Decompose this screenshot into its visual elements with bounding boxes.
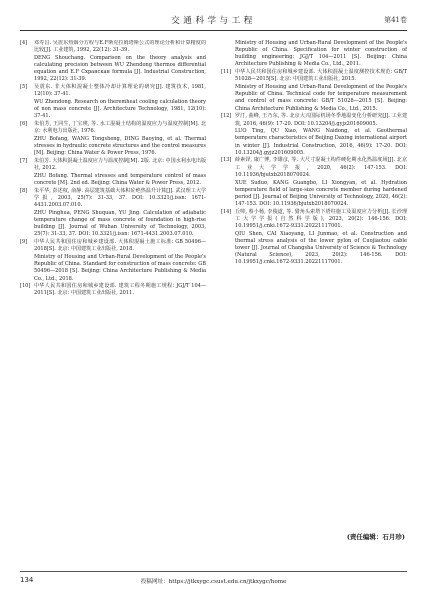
- reference-entry: [20, 254, 206, 283]
- volume-label: 第41卷: [384, 16, 407, 24]
- reference-number: [8]: [20, 187, 28, 194]
- references-left-column: [20, 40, 206, 520]
- reference-entry: [20, 239, 206, 253]
- reference-entry: [221, 231, 407, 267]
- reference-entry: [20, 84, 206, 98]
- reference-number: [5]: [20, 84, 28, 91]
- reference-number: [7]: [20, 158, 28, 165]
- reference-text: Ministry of Housing and Urban-Rural Development of the People's Republic of China. Standard for construction of mass concrete: GB 50496—2018 [S]. Beijing: China Architecture Publishing & Media Co., Ltd., 2018.: [34, 254, 206, 282]
- running-header: [20, 14, 407, 31]
- reference-entry: [20, 210, 206, 239]
- reference-entry: [20, 121, 206, 135]
- editor-credit: (责任编辑：石月珍): [346, 533, 405, 541]
- submission-website: 投稿网址：https://jtkxygc.csust.edu.cn/jtkxygc/home: [140, 579, 287, 585]
- reference-number: [10]: [20, 283, 31, 290]
- reference-entry: [221, 69, 407, 83]
- reference-number: [14]: [221, 208, 232, 215]
- reference-text: 中华人民共和国住房和城乡建设部. 大体积混凝土温度测控技术规范: GB/T 51028—2015[S]. 北京: 中国建筑工业出版社, 2015.: [235, 69, 407, 83]
- reference-entry: [20, 283, 206, 297]
- reference-text: XUE Suduo, KANG Guangbo, LI Xiongyan, et al. Hydration temperature field of large-size concrete member during hardened period [J]. Journal of Beijing University of Technology, 2020, 46(2): 147-153. DOI: 10.11936/bjutxb2018070024.: [235, 179, 407, 207]
- reference-text: 吴震东. 非大体积混凝土整体冷却计算理论的研究[J]. 建筑技术, 1981, 12(10): 37-41.: [34, 84, 206, 98]
- reference-entry: [20, 136, 206, 157]
- journal-title: 交通科学与工程: [171, 16, 256, 26]
- reference-text: Ministry of Housing and Urban-Rural Development of the People's Republic of China. Specification for winter construction of building engineering: JGJ/T 104—2011 [S]. Beijing: China Architecture Publishing & Media Co., Ltd., 2011.: [235, 40, 407, 68]
- references-section: [20, 40, 407, 520]
- reference-entry: [221, 157, 407, 178]
- reference-text: WU Zhendong. Research on theremheat cooling calculation theory of non mass concrete [J]. Architecture Technology, 1981, 12(10): 37-41.: [34, 99, 206, 120]
- reference-text: ZHU Bofang, WANG Tongsheng, DING Baoying, et al. Thermal stresses in hydraulic concrete structures and the control measures [M]. Beijing: China Water & Power Press, 1976.: [34, 136, 206, 157]
- reference-number: [11]: [221, 69, 232, 76]
- reference-text: LUO Ting, QU Xiao, WANG Naidong, et al. Geothermal temperature characteristics of Beijing Daxing international airport in winter [J]. Industrial Construction, 2016, 46(9): 17-20. DOI: 10.13204/j.gyjz201609005.: [235, 128, 407, 156]
- reference-entry: [221, 128, 407, 157]
- reference-text: 邓寿昌. 吴震东热烟分方程与E.F斯克拉姆塔斯公式的理论分析和计算精度的比较[J]. 工业建筑, 1992, 22(12): 31-39.: [34, 40, 206, 54]
- reference-entry: [221, 209, 407, 230]
- reference-text: 朱平华, 彭述权, 俞静. 高层建筑基础大体积砼绝热温升计算[J]. 武汉理工大学学报, 2003, 25(7): 31-33, 37. DOI: 10.3321/j.issn: 1671-4431.2003.07.010.: [34, 187, 206, 209]
- reference-text: 朱伯芳. 大体积混凝土温度应力与温度控制[M]. 2版. 北京: 中国水利水电出版社, 2012.: [34, 158, 206, 172]
- page-number: 134: [20, 576, 34, 584]
- reference-text: QIU Shen, CAI Xiaoyang, LI Junmao, et al. Construction and thermal stress analysis of the lower pylon of Cuojiaotou cable tower [J]. Journal of Changsha University of Science & Technology (Natural Science), 2023, 20(2): 146-156. DOI: 10.19951/j.cnki.1672-9331.20221117001.: [235, 230, 407, 266]
- reference-entry: [221, 84, 407, 113]
- reference-entry: [20, 55, 206, 84]
- reference-text: 中华人民共和国住房和城乡建设部. 建筑工程冬期施工规程: JGJ/T 104—2011[S]. 北京: 中国建筑工业出版社, 2011.: [34, 283, 206, 297]
- reference-entry: [20, 173, 206, 187]
- reference-text: 罗汀, 曲峰, 王乃东, 等. 北京大兴国际机场冬季地温变化分析研究[J]. 工业建筑, 2016, 46(9): 17-20. DOI: 10.13204/j.gyjz201609005.: [235, 113, 407, 127]
- reference-entry: [20, 158, 206, 172]
- footer-divider: [20, 571, 407, 572]
- reference-text: Ministry of Housing and Urban-Rural Development of the People's Republic of China. Technical code for temperature measurement and control of mass concrete: GB/T 51028—2015 [S]. Beijing: China Architecture Publishing & Media Co., Ltd., 2015.: [235, 84, 407, 112]
- reference-entry: [221, 40, 407, 69]
- reference-entry: [20, 188, 206, 209]
- reference-entry: [221, 113, 407, 127]
- reference-text: 中华人民共和国住房和城乡建设部. 大体积混凝土施工标准: GB 50496—2018[S]. 北京: 中国建筑工业出版社, 2018.: [34, 239, 206, 253]
- reference-number: [4]: [20, 40, 28, 46]
- reference-entry: [20, 40, 206, 54]
- reference-number: [13]: [221, 157, 232, 164]
- references-right-column: [221, 40, 407, 520]
- reference-text: ZHU Pinghua, PENG Shuquan, YU Jing. Calculation of adiabatic temperature change of mass concrete of foundation in high-rise building [J]. Journal of Wuhan University of Technology, 2003, 25(7): 31-33, 37. DOI: 10.3321/j.issn: 1671-4431.2003.07.010.: [34, 209, 206, 238]
- reference-text: 薛素铎, 康广博, 李雄彦, 等. 大尺寸混凝土构件硬化期水化热温度场[J]. 北京工业大学学报, 2020, 46(2): 147-153. DOI: 10.11936/bjutxb2018070024.: [235, 157, 407, 178]
- reference-text: 朱伯芳, 王同生, 丁宝瑛, 等. 水工混凝土结构的温度应力与温度控制[M]. 北京: 水利电力出版社, 1976.: [34, 121, 206, 135]
- reference-text: DENG Shouchang. Comparison on the theory analysis and calculating precision between WU Zhendong thermos differential equation and E.F Cxpaнcкан formula [J]. Industrial Construction, 1992, 22(12): 31-39.: [34, 54, 206, 83]
- reference-number: [9]: [20, 239, 28, 246]
- reference-text: ZHU Bofang. Thermal stresses and temperature control of mass concrete [M]. 2nd ed. Beijing: China Water & Power Press, 2012.: [34, 172, 206, 187]
- reference-number: [6]: [20, 121, 28, 128]
- reference-number: [12]: [221, 113, 232, 120]
- reference-entry: [221, 180, 407, 209]
- reference-entry: [20, 99, 206, 120]
- reference-text: 丘帅, 蔡小杨, 李俊道, 等. 猎角头索塔下塔柱施工及温度应力分析[J]. 长沙理工大学学报(自然科学版), 2023, 20(2): 146-156. DOI: 10.19951/j.cnki.1672-9331.20221117001.: [235, 208, 407, 230]
